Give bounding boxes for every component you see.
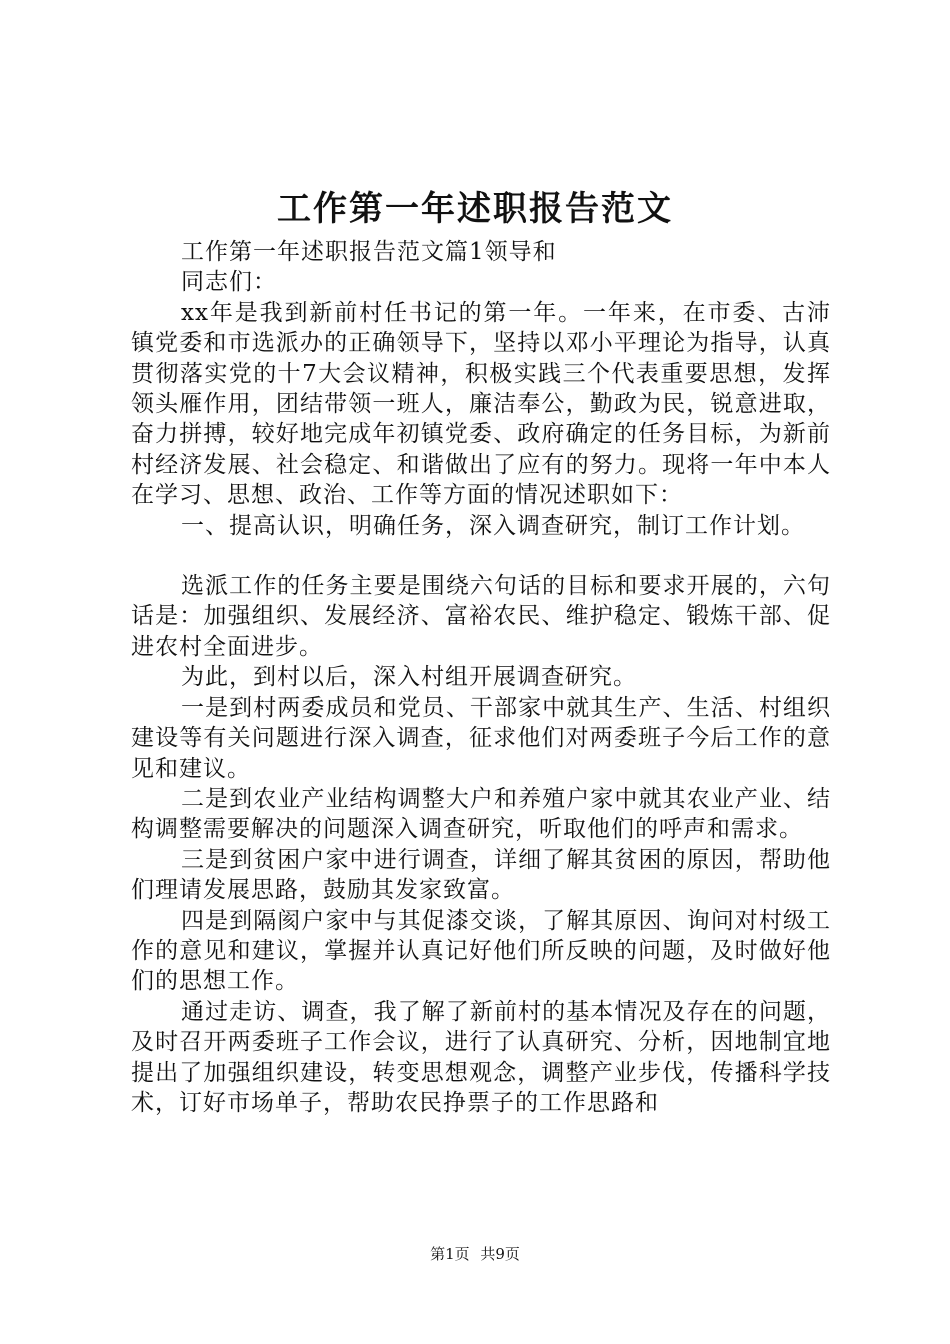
page-number-footer: 第1页 共9页 xyxy=(430,1245,520,1263)
paragraph: 三是到贫困户家中进行调查，详细了解其贫困的原因，帮助他们理请发展思路，鼓励其发家致富。 xyxy=(131,846,831,904)
section-heading: 一、提高认识，明确任务，深入调查研究，制订工作计划。 xyxy=(181,512,805,539)
paragraph: 工作第一年述职报告范文篇1领导和 xyxy=(181,239,557,265)
paragraph: 选派工作的任务主要是围绕六句话的目标和要求开展的，六句话是：加强组织、发展经济、富裕农民、维护稳定、锻炼干部、促进农村全面进步。 xyxy=(131,573,831,660)
paragraph: 同志们： xyxy=(181,269,277,296)
paragraph: xx年是我到新前村任书记的第一年。一年来，在市委、古沛镇党委和市选派办的正确领导下，坚持以邓小平理论为指导，认真贯彻落实党的十7大会议精神，积极实践三个代表重要思想，发挥领头雁作用，团结带领一班人，廉洁奉公，勤政为民，锐意进取，奋力拼搏，较好地完成年初镇党委、政府确定的任务目标，为新前村经济发展、社会稳定、和谐做出了应有的努力。现将一年中本人在学习、思想、政治、工作等方面的情况述职如下： xyxy=(131,299,831,509)
paragraph: 四是到隔阂户家中与其促漆交谈，了解其原因、询问对村级工作的意见和建议，掌握并认真记好他们所反映的问题，及时做好他们的思想工作。 xyxy=(131,907,831,995)
paragraph: 为此，到村以后，深入村组开展调查研究。 xyxy=(181,664,637,691)
document-body xyxy=(131,237,831,1118)
document-title: 工作第一年述职报告范文 xyxy=(277,189,673,229)
paragraph: 通过走访、调查，我了解了新前村的基本情况及存在的问题，及时召开两委班子工作会议，进行了认真研究、分析，因地制宜地提出了加强组织建设，转变思想观念，调整产业步伐，传播科学技术，订好市场单子，帮助农民挣票子的工作思路和 xyxy=(131,998,831,1116)
paragraph: 一是到村两委成员和党员、干部家中就其生产、生活、村组织建设等有关问题进行深入调查，征求他们对两委班子今后工作的意见和建议。 xyxy=(131,694,831,782)
paragraph: 二是到农业产业结构调整大户和养殖户家中就其农业产业、结构调整需要解决的问题深入调查研究，听取他们的呼声和需求。 xyxy=(131,785,831,843)
